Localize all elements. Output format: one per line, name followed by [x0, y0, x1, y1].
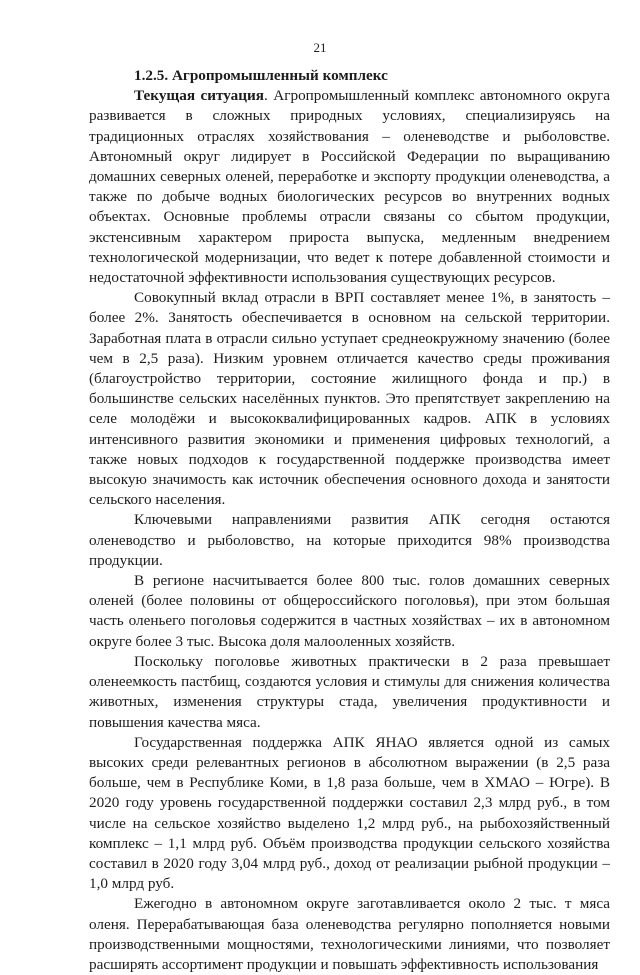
paragraph-lead: Текущая ситуация — [134, 87, 264, 105]
paragraph — [89, 510, 610, 571]
section-heading: 1.2.5. Агропромышленный комплекс — [134, 67, 388, 84]
paragraph — [89, 733, 610, 895]
paragraph — [89, 894, 610, 975]
paragraph-text: . Агропромышленный комплекс автономного округа развивается в сложных природных условиях, специализируясь на традиционных отраслях хозяйствования – оленеводстве и рыболовстве. Автономный округ лидирует в Российской Федерации по выращиванию домашних северных оленей, переработке и экспорту продукции оленеводства, а также по добыче водных биологических ресурсов во внутренних водных объектах. Основные проблемы отрасли связаны со сбытом продукции, экстенсивным характером прироста выпуска, медленным внедрением технологической модернизации, что ведет к потере добавленной стоимости и недостаточной эффективности использования существующих ресурсов. — [89, 87, 610, 287]
paragraph — [89, 571, 610, 652]
paragraph — [89, 652, 610, 733]
page-number: 21 — [313, 40, 327, 55]
paragraph-text: Поскольку поголовье животных практически в 2 раза превышает оленеемкость пастбищ, создаются условия и стимулы для снижения количества животных, изменения структуры стада, увеличения продуктивности и повышения качества мяса. — [89, 652, 610, 731]
paragraph-text: В регионе насчитывается более 800 тыс. голов домашних северных оленей (более половины от общероссийского поголовья), при этом большая часть оленьего поголовья содержится в частных хозяйствах – их в автономном округе более 3 тыс. Высока доля малооленных хозяйств. — [89, 572, 610, 650]
paragraph-text: Ключевыми направлениями развития АПК сегодня остаются оленеводство и рыболовство, на которые приходится 98% производства продукции. — [89, 511, 610, 569]
paragraph-text: Совокупный вклад отрасли в ВРП составляет менее 1%, в занятость – более 2%. Занятость обеспечивается в основном на сельской территории. Заработная плата в отрасли сильно уступает среднеокружному значению (более чем в 2,5 раза). Низким уровнем отличается качество среды проживания (благоустройство территории, состояние жилищного фонда и пр.) в большинстве сельских населённых пунктов. Это препятствует закреплению на селе молодёжи и высококвалифицированных кадров. АПК в условиях интенсивного развития экономики и применения цифровых технологий, а также новых подходов к государственной поддержке производства имеет высокую значимость как источник обеспечения основного дохода и занятости сельского населения. — [89, 289, 610, 509]
paragraph — [89, 86, 610, 288]
paragraph-text: Ежегодно в автономном округе заготавливается около 2 тыс. т мяса оленя. Перерабатывающая база оленеводства регулярно пополняется новыми производственными мощностями, технологическими линиями, что позволяет расширять ассортимент продукции и повышать эффективность использования — [89, 895, 610, 973]
page-body — [89, 66, 610, 975]
paragraph — [89, 288, 610, 510]
paragraph-text: Государственная поддержка АПК ЯНАО является одной из самых высоких среди релевантных регионов в абсолютном выражении (в 2,5 раза больше, чем в Республике Коми, в 1,8 раза больше, чем в ХМАО – Югре). В 2020 году уровень государственной поддержки составил 2,3 млрд руб., в том числе на сельское хозяйство выделено 1,2 млрд руб., на рыбохозяйственный комплекс – 1,1 млрд руб. Объём производства продукции сельского хозяйства составил в 2020 году 3,04 млрд руб., доход от реализации рыбной продукции – 1,0 млрд руб. — [89, 733, 610, 893]
